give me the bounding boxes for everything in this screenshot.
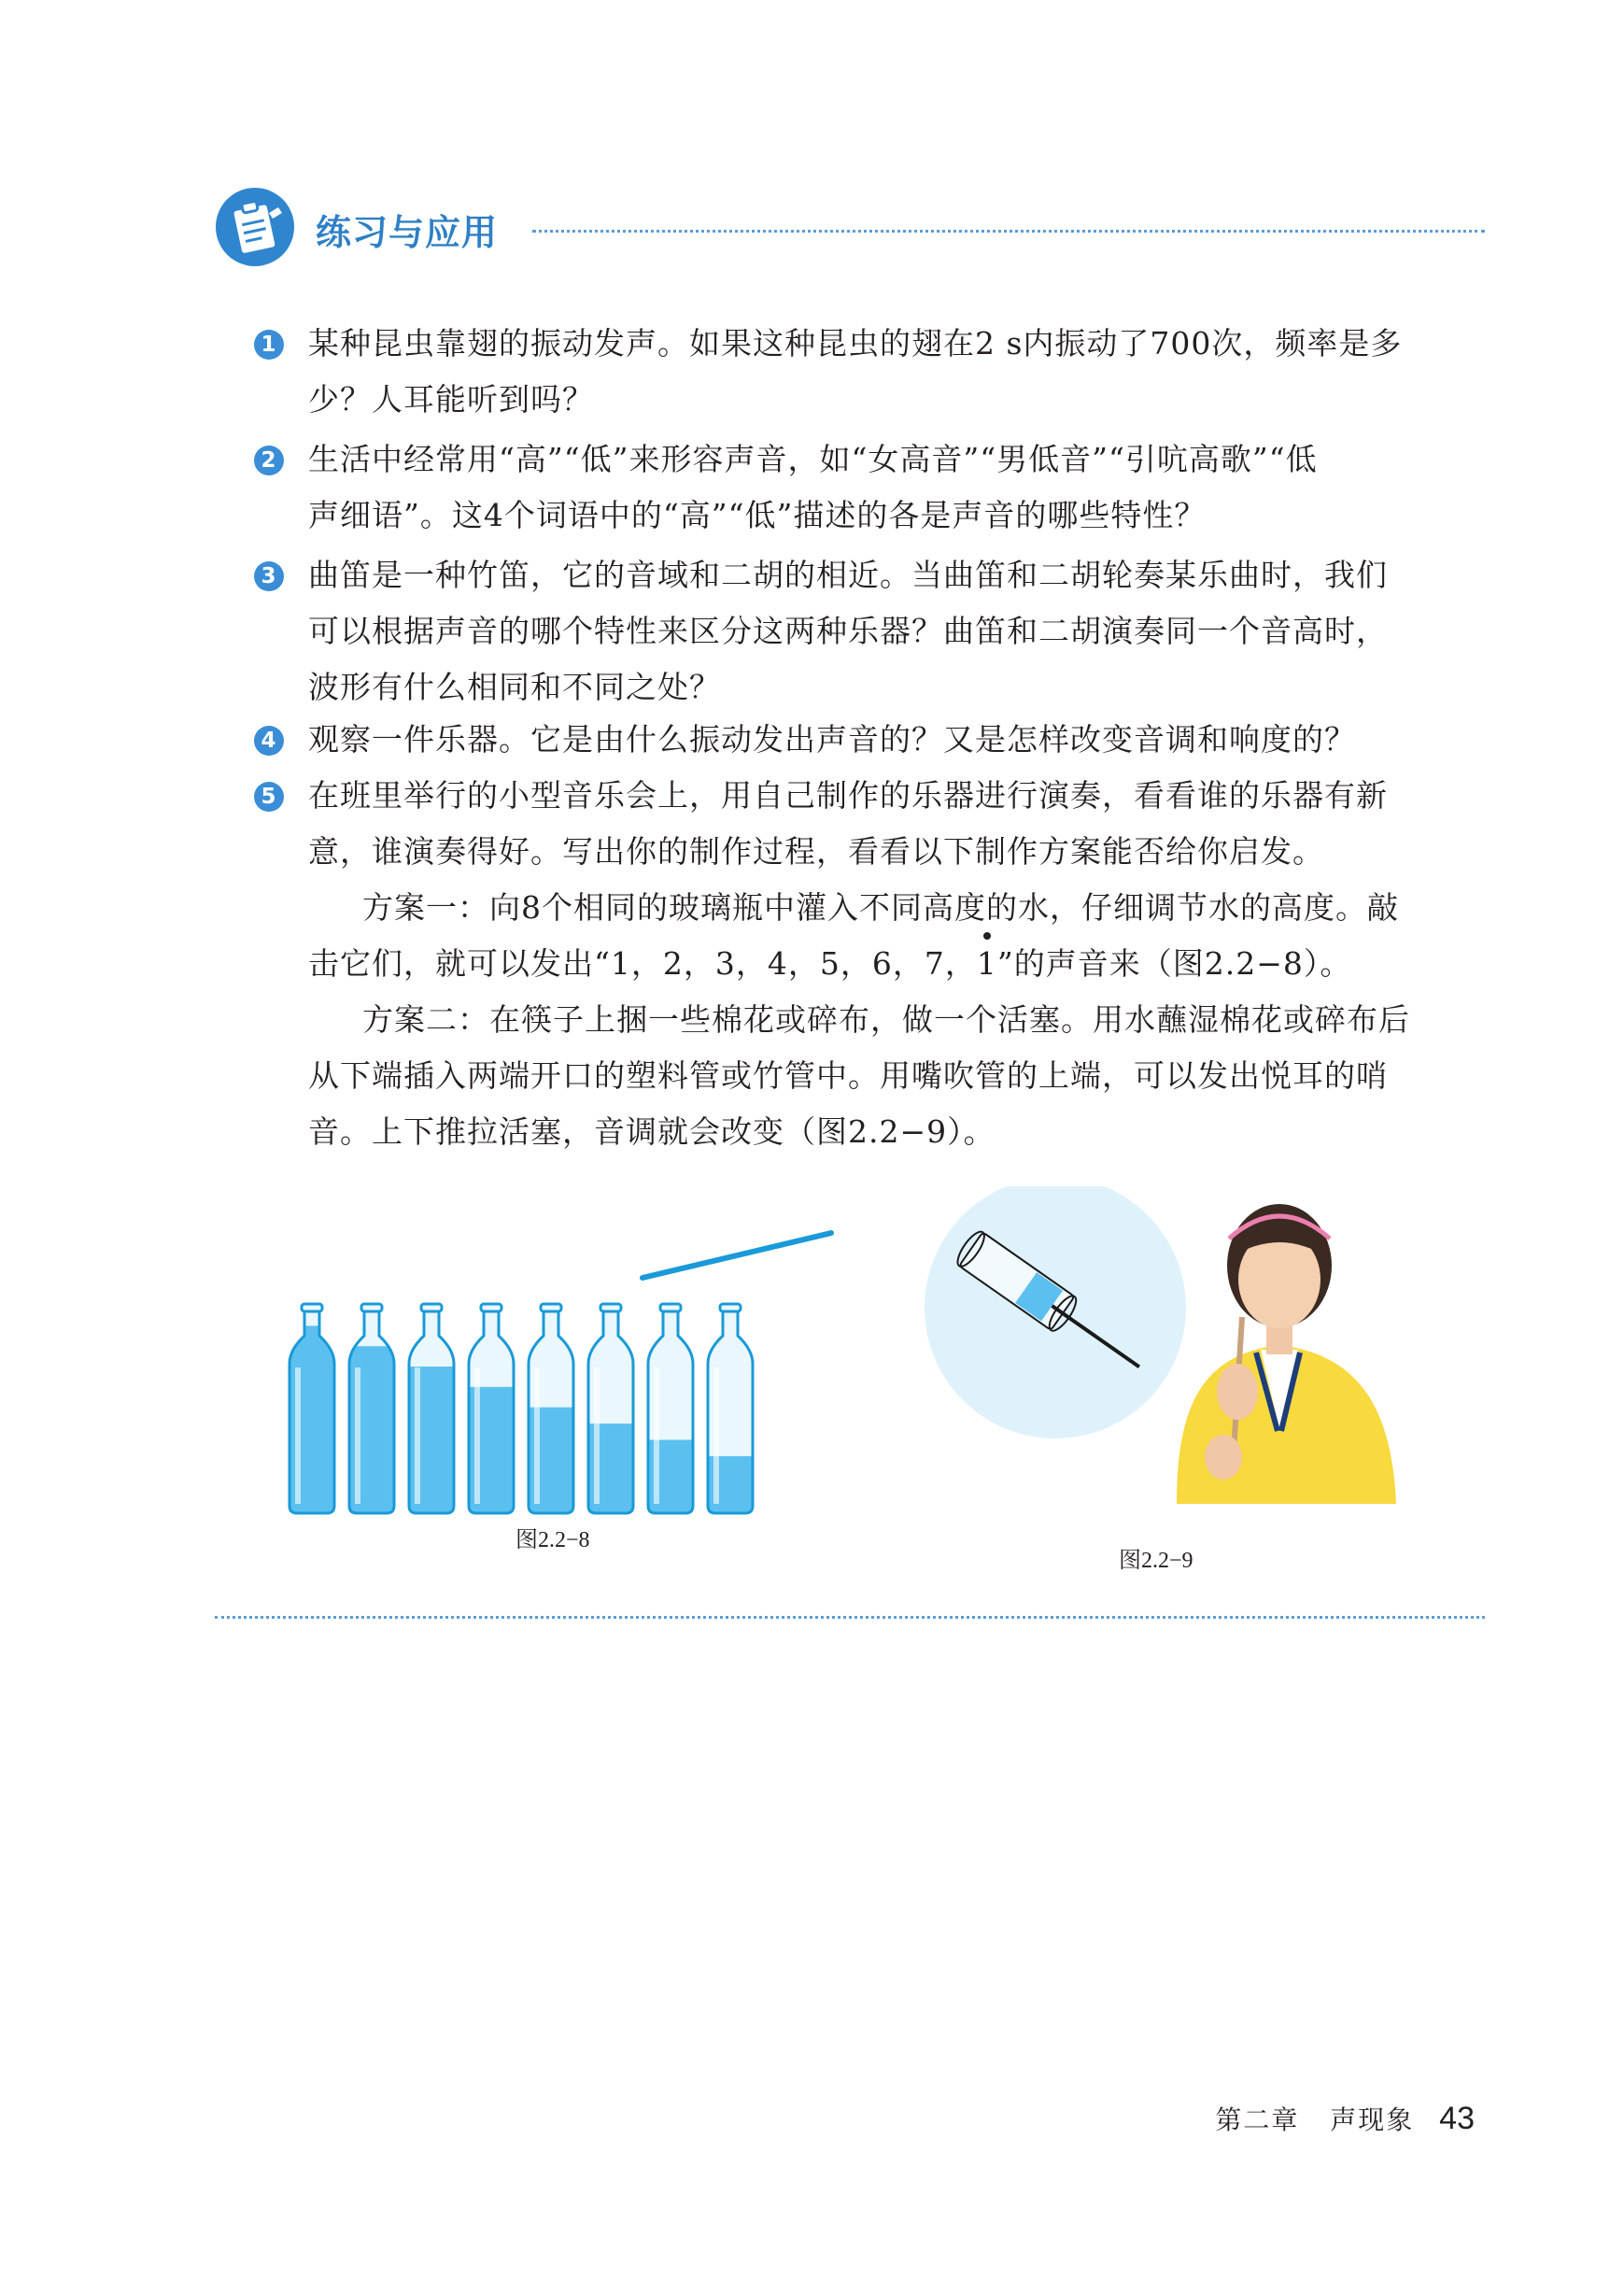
dotted-divider-bottom [215,1616,1485,1619]
question-text: 生活中经常用“高”“低”来形容声音，如“女高音”“男低音”“引吭高歌”“低 [308,441,1318,477]
question-number: 3 [254,561,284,591]
question-text: 观察一件乐器。它是由什么振动发出声音的？又是怎样改变音调和响度的？ [308,721,1356,758]
question-text: 声细语”。这4个词语中的“高”“低”描述的各是声音的哪些特性？ [308,497,1207,533]
clipboard-icon [215,187,295,267]
glass-bottle [409,1304,454,1513]
glass-bottle [289,1304,334,1513]
plan-text: 从下端插入两端开口的塑料管或竹管中。用嘴吹管的上端，可以发出悦耳的哨 [308,1057,1388,1094]
dotted-note-one: 1 [977,936,997,992]
question-text: 曲笛是一种竹笛，它的音域和二胡的相近。当曲笛和二胡轮奏某乐曲时，我们 [308,557,1388,593]
girl-illustration [1177,1204,1396,1504]
question-number: 4 [254,726,284,756]
plan-text: 方案二：在筷子上捆一些棉花或碎布，做一个活塞。用水蘸湿棉花或碎布后 [362,1001,1410,1038]
question-number: 2 [254,446,284,475]
page-footer [1215,2100,1475,2137]
question-text: 波形有什么相同和不同之处？ [308,669,721,705]
glass-bottle [529,1304,573,1513]
question-1 [254,316,1487,428]
striking-rod [643,1233,831,1278]
question-text: 意，谁演奏得好。写出你的制作过程，看看以下制作方案能否给你启发。 [308,833,1324,870]
glass-bottle [708,1304,753,1513]
question-text: 在班里举行的小型音乐会上，用自己制作的乐器进行演奏，看看谁的乐器有新 [308,777,1388,814]
plan-text-part: ”的声音来（图2.2−8）。 [996,945,1352,982]
dotted-divider [532,230,1485,233]
question-text: 可以根据声音的哪个特性来区分这两种乐器？曲笛和二胡演奏同一个音高时， [308,613,1388,649]
plan-one [308,880,1485,992]
question-5 [254,768,1487,880]
question-text: 某种昆虫靠翅的振动发声。如果这种昆虫的翅在2 s内振动了700次，频率是多 [308,325,1403,361]
question-3 [254,547,1487,715]
figure-caption-1: 图2.2−8 [515,1528,590,1552]
chapter-label: 第二章 [1215,2104,1300,2135]
glass-bottle [349,1304,394,1513]
section-header [215,187,1485,271]
page-number: 43 [1439,2101,1475,2136]
glass-bottle [469,1304,514,1513]
section-title: 练习与应用 [316,212,499,253]
question-4 [254,712,1487,768]
glass-bottle [588,1304,633,1513]
figure-bottles [280,1224,840,1523]
question-number: 5 [254,782,284,812]
question-number: 1 [254,330,284,360]
question-2 [254,432,1487,544]
plan-text [308,936,1485,992]
section-label: 声现象 [1330,2104,1415,2135]
glass-bottle [648,1304,693,1513]
figure-whistle [925,1186,1447,1523]
figure-caption-2: 图2.2−9 [1119,1549,1193,1573]
plan-text: 方案一：向8个相同的玻璃瓶中灌入不同高度的水，仔细调节水的高度。敲 [362,889,1399,926]
plan-text: 音。上下推拉活塞，音调就会改变（图2.2−9）。 [308,1113,996,1150]
plan-two [308,992,1485,1160]
plan-text-part: 击它们，就可以发出“1，2，3，4，5，6，7， [308,945,977,982]
question-text: 少？人耳能听到吗？ [308,381,594,418]
